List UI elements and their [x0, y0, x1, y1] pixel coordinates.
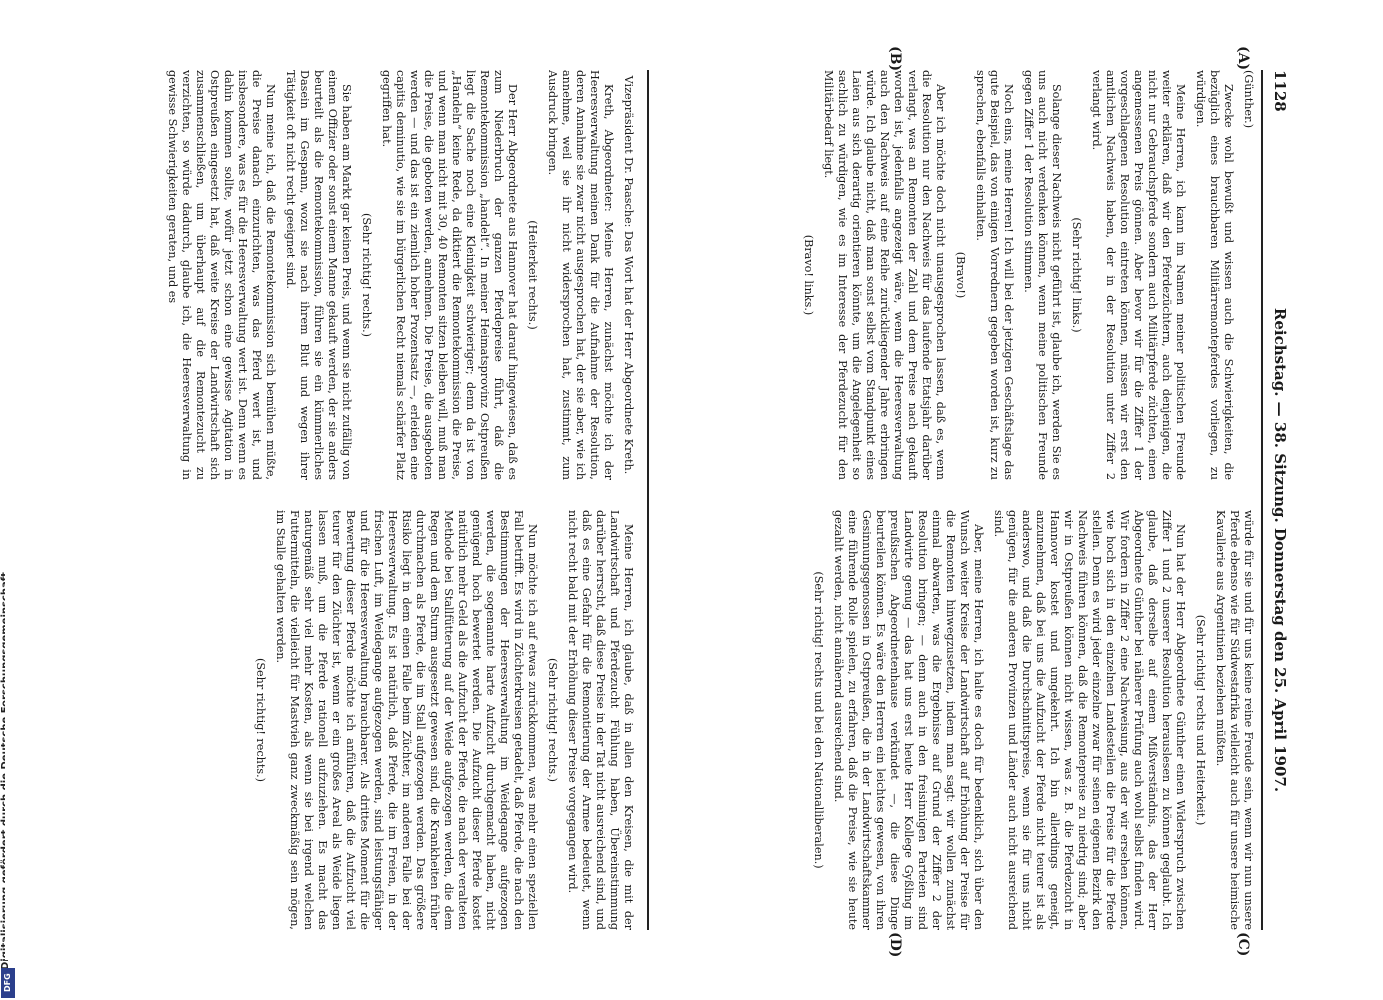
dfg-logo: DFG: [1, 968, 15, 998]
right-column-top-paragraph: (Sehr richtig! rechts und bei den Nationalliberalen.): [812, 571, 825, 869]
page-header: [1265, 70, 1289, 930]
left-column-bottom-paragraph: Kreth, Abgeordneter: Meine Herren, zunächst möchte ich der Heeresverwaltung meinen Dank für die Aufnahme der Resolution, deren Annahme sie zwar nicht ausgesprochen hat, der sie aber, wie ich annehme, weil sie ihr nicht widersprochen hat, zustimmt, zum Ausdruck bringen.: [546, 70, 615, 480]
left-column-bottom-paragraph: Vizepräsident Dr. Paasche: Das Wort hat der Herr Abgeordnete Kreth.: [622, 75, 635, 475]
header-rule: [1261, 70, 1263, 930]
right-column-bottom-paragraph: Meine Herren, ich glaube, daß in allen den Kreisen, die mit der Landwirtschaft und Pferdezucht Fühlung haben, Übereinstimmung darüber herrscht, daß diese Preise in der Tat nicht ausreichend sind, und daß es eine Gefahr für die Remontierung der Armee bedeutet, wenn nicht recht bald mit der Erhöhung dieser Preise vorgegangen wird.: [566, 510, 635, 930]
left-column-top-paragraph: Solange dieser Nachweis nicht geführt ist, glaube ich, werden Sie es uns auch nicht verdenken können, wenn meine politischen Freunde gegen Ziffer 1 der Resolution stimmen.: [1022, 70, 1063, 480]
left-column-top-paragraph: Noch eins, meine Herren! Ich will bei der jetzigen Geschäftslage das gute Beispiel, das von einigen Vorrednern gegeben worden ist, kurz zu sprechen, ebenfalls einhalten.: [974, 70, 1015, 480]
right-column-top-paragraph: Aber, meine Herren, ich halte es doch für bedenklich, sich über den Wunsch weiter Kreise der Landwirtschaft auf Erhöhung der Preise für die Remonten hinwegzusetzen, indem man sagt: wir wollen zunächst einmal abwarten, was die Ergebnisse auf Grund der Ziffer 2 der Resolution bringen; — denn auch in den freisinnigen Parteien sind Landwirte genug — das hat uns erst heute Herr Kollege Gyßling im preußischen Abgeordnetenhause verkündet —, die diese Dinge beurteilen können. Es wäre den Herren ein leichtes gewesen, von ihren Gesinnungsgenossen in Ostpreußen, die in der Landwirtschaftskammer eine führende Rolle spielen, zu erfahren, daß die Preise, wie sie heute gezahlt werden, nicht annähernd ausreichend sind.: [832, 510, 985, 930]
left-column-top-paragraph: (Günther.): [1242, 70, 1255, 129]
margin-letter-d: (D): [887, 932, 903, 958]
left-column-bottom-paragraph: Sie haben am Markt gar keinen Preis, und wenn sie nicht zufällig von einem Offizier oder sonst einem Manne gekauft werden, der sie anders beurteilt als die Remontekommission, führen sie ein kümmerliches Dasein im Gespann, wozu sie nach ihrem Blut und wegen ihrer Tätigkeit oft nicht recht geeignet sind.: [284, 70, 353, 480]
right-column-top-paragraph: Nun hat der Herr Abgeordnete Günther einen Widerspruch zwischen Ziffer 1 und 2 unserer Resolution herauslesen zu können geglaubt. Ich glaube, daß derselbe auf einem Mißverständnis, das der Herr Abgeordnete Günther bei näherer Prüfung auch wohl selbst finden wird. Wir fordern in Ziffer 2 eine Nachweisung, aus der wir ersehen können, wie hoch sich in den einzelnen Landesteilen die Preise für die Pferde stellen. Denn es wird jeder einzelne zwar für seinen eigenen Bezirk den Nachweis führen können, daß die Remontepreise zu niedrig sind; aber wir in Ostpreußen können nicht wissen, was z. B. die Pferdezucht in Hannover kostet und umgekehrt. Ich bin allerdings geneigt, anzunehmen, daß bei uns die Aufzucht der Pferde nicht teurer ist als anderswo, und daß die Durchschnittspreise, wenn sie für uns nicht genügen, für die anderen Provinzen und Länder auch nicht ausreichend sind.: [992, 510, 1187, 930]
left-column-top-paragraph: (Bravo! links.): [802, 234, 815, 316]
left-column-bottom-paragraph: Der Herr Abgeordnete aus Hannover hat darauf hingewiesen, daß es zum Niederbruch der ganzen Pferdepreise führt, daß die Remontekommission „handelt“. In meiner Heimatsprovinz Ostpreußen liegt die Sache noch eine Kleinigkeit schwieriger; denn da ist von „Handeln“ keine Rede, da diktiert die Remontekommission die Preise, und wenn man nicht mit 30, 40 Remonten sitzen bleiben will, muß man die Preise, die geboten werden, annehmen. Die Preise, die ausgeboten werden — und das ist ein ziemlich hoher Prozentsatz —, erleiden eine capitis deminutio, wie sie im bürgerlichen Recht niemals schärfer Platz gegriffen hat.: [380, 70, 519, 480]
lower-half: [15, 70, 635, 930]
right-column-bottom-paragraph: (Sehr richtig! rechts.): [546, 657, 559, 783]
left-column-top-paragraph: (Bravo!): [954, 251, 967, 299]
left-column-bottom: [159, 70, 635, 480]
margin-letter-c: (C): [1235, 932, 1251, 957]
column-divider: [647, 70, 649, 930]
left-column-top-paragraph: Aber ich möchte doch nicht unausgesprochen lassen, daß es, wenn die Resolution nur den Nachweis für das laufende Etatsjahr darüber verlangt, was an Remonten der Zahl und dem Preise nach gekauft worden ist, jedenfalls angezeigt wäre, wenn die Heeresverwaltung auch den Nachweis auf eine Reihe zurückliegender Jahre erbringen würde. Ich glaube nicht, daß man sonst selbst vom Standpunkt eines Laien aus sich derartig orientieren könnte, um die Angelegenheit so sachlich zu würdigen, wie es im Interesse der Pferdezucht für den Militärbedarf liegt.: [822, 70, 947, 480]
right-column-bottom: [247, 510, 635, 930]
right-column-bottom-paragraph: Nun möchte ich auf etwas zurückkommen, was mehr einen speziellen Fall betrifft. Es wird in Züchterkreisen getadelt, daß Pferde, die nach den Bestimmungen der Heeresverwaltung im Weidegange aufgezogen werden, die sogenannte harte Aufzucht durchgemacht haben, nicht genügend hoch bewertet werden. Die Aufzucht dieser Pferde kostet natürlich mehr Geld als die Aufzucht der Pferde, die nach der veralteten Methode bei Stallfütterung auf der Weide aufgezogen werden, die dem Regen und dem Sturm ausgesetzt gewesen sind, die Krankheiten früher durchmachen als Pferde, die im Stall aufgezogen werden. Das größere Risiko liegt in dem einen Falle beim Züchter, im anderen Falle bei der Heeresverwaltung. Es ist natürlich, daß Pferde, die im Freien, in der frischen Luft, im Weidegange aufgezogen werden, sind leistungsfähiger und für die Heeresverwaltung brauchbarer. Als drittes Moment für die Bewertung dieser Pferde möchte ich anführen, daß die Aufzucht viel teurer für den Züchter ist, wenn er ein großes Areal als Weide liegen lassen muß, um die Pferde rationell aufzuziehen. Es macht das naturgemäß sehr viel mehr Kosten, als wenn sie bei irgend welchen Futtermitteln, die vielleicht für Mastvieh ganz zweckmäßig sein mögen, im Stalle gehalten werden.: [274, 510, 539, 930]
right-column-bottom-paragraph: (Sehr richtig! rechts.): [254, 657, 267, 783]
right-column-top: [805, 510, 1255, 930]
left-column-top-paragraph: Meine Herren, ich kann im Namen meiner politischen Freunde weiter erklären, daß wir den Pferdezüchtern, auch denjenigen, die nicht nur Gebrauchspferde sondern auch Militärpferde züchten, einen angemessenen Preis gönnen. Aber bevor wir für die Ziffer 1 der vorgeschlagenen Resolution eintreten können, müssen wir erst den amtlichen Nachweis haben, der in der Resolution unter Ziffer 2 verlangt wird.: [1090, 70, 1187, 480]
page-number: 1128: [1271, 70, 1289, 112]
left-column-bottom-paragraph: (Heiterkeit rechts.): [526, 220, 539, 330]
left-column-top-paragraph: (Sehr richtig! links.): [1070, 217, 1083, 333]
right-column-top-paragraph: würde für sie und für uns keine reine Freude sein, wenn wir nun unsere Pferde ebenso wie für Südwestafrika vielleicht auch für unsere heimische Kavallerie aus Argentinien beziehen müßten.: [1214, 510, 1255, 930]
left-column-bottom-paragraph: Nun meine ich, daß die Remontekommission sich bemühen müßte, die Preise danach einzurichten, was das Pferd wert ist, und insbesondere, was es für die Heeresverwaltung wert ist. Denn wenn es dahin kommen sollte, wofür jetzt schon eine gewisse Agitation in Ostpreußen eingesetzt hat, daß weite Kreise der Landwirtschaft sich zusammenschließen, um überhaupt auf die Remontezucht zu verzichten, so würde dadurch, glaube ich, die Heeresverwaltung in gewisse Schwierigkeiten geraten, und es: [166, 70, 277, 480]
left-column-bottom-paragraph: (Sehr richtig! rechts.): [360, 212, 373, 338]
upper-half: [655, 70, 1255, 930]
right-column-top-paragraph: (Sehr richtig! rechts und Heiterkeit.): [1194, 614, 1207, 826]
margin-letter-a: (A): [1235, 46, 1251, 71]
running-title: Reichstag. — 38. Sitzung. Donnerstag den 25. April 1907.: [1271, 307, 1289, 793]
left-column-top: [795, 70, 1255, 480]
scanned-page: [5, 40, 1295, 960]
margin-letter-b: (B): [887, 46, 903, 72]
left-column-top-paragraph: Zwecke wohl bewußt und wissen auch die Schwierigkeiten, die bezüglich eines brauchbaren Militärremontepferdes vorliegen, zu würdigen.: [1194, 70, 1235, 480]
